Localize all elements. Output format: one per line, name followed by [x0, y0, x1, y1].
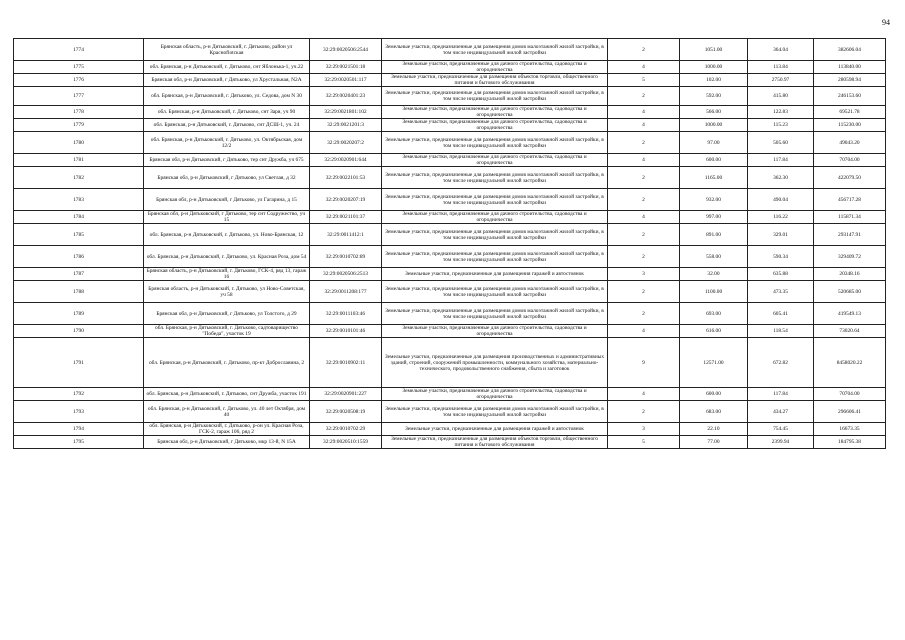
- address-cell: Брянская обл, р-н Дятьковский, г Дятьково, тер снт Дружба, уч 675: [144, 154, 310, 167]
- cadastral-number-cell: 32:29:0020401:23: [310, 87, 382, 106]
- cadastral-value-cell: 70704.00: [814, 388, 886, 401]
- table-row: [14, 436, 886, 449]
- area-cell: 77.00: [680, 436, 748, 449]
- row-number: 1784: [14, 211, 144, 224]
- cadastral-value-cell: 8458020.22: [814, 338, 886, 388]
- table-row: [14, 401, 886, 423]
- table-row: [14, 61, 886, 74]
- land-use-cell: Земельные участки, предназначенные для размещения домов малоэтажной жилой застройки, в том числе индивидуальной жилой застройки: [382, 87, 608, 106]
- table-row: [14, 119, 886, 132]
- group-number-cell: 4: [608, 211, 680, 224]
- cadastral-value-cell: 115871.34: [814, 211, 886, 224]
- specific-value-cell: 490.04: [748, 189, 814, 211]
- group-number-cell: 2: [608, 167, 680, 189]
- land-use-cell: Земельные участки, предназначенные для дачного строительства, садоводства и огородничества: [382, 154, 608, 167]
- table-row: [14, 268, 886, 281]
- area-cell: 102.00: [680, 74, 748, 87]
- cadastral-number-cell: 32:29:0020207:2: [310, 132, 382, 154]
- table-row: [14, 189, 886, 211]
- specific-value-cell: 122.83: [748, 106, 814, 119]
- area-cell: 683.00: [680, 401, 748, 423]
- cadastral-value-cell: 16673.35: [814, 423, 886, 436]
- group-number-cell: 4: [608, 119, 680, 132]
- cadastral-value-cell: 113840.00: [814, 61, 886, 74]
- land-use-cell: Земельные участки, предназначенные для размещения производственных и административных зданий, строений, сооружений промышленности, коммунального хозяйства, материально-технического, продовольственного снабжения, сбыта и заготовок: [382, 338, 608, 388]
- land-use-cell: Земельные участки, предназначенные для дачного строительства, садоводства и огородничества: [382, 119, 608, 132]
- row-number: 1783: [14, 189, 144, 211]
- area-cell: 1000.00: [680, 119, 748, 132]
- land-use-cell: Земельные участки, предназначенные для размещения объектов торговли, общественного питания и бытового обслуживания: [382, 436, 608, 449]
- cadastral-number-cell: 32:29:0020510:1559: [310, 436, 382, 449]
- row-number: 1787: [14, 268, 144, 281]
- cadastral-number-cell: 32:29:0010702:89: [310, 246, 382, 268]
- area-cell: 1100.00: [680, 281, 748, 303]
- table-row: [14, 106, 886, 119]
- cadastral-number-cell: 32:29:0011103:46: [310, 303, 382, 325]
- land-use-cell: Земельные участки, предназначенные для размещения домов малоэтажной жилой застройки, в том числе индивидуальной жилой застройки: [382, 246, 608, 268]
- area-cell: 12571.00: [680, 338, 748, 388]
- land-use-cell: Земельные участки, предназначенные для размещения домов малоэтажной жилой застройки, в том числе индивидуальной жилой застройки: [382, 281, 608, 303]
- cadastral-number-cell: 32:29:0020508:19: [310, 401, 382, 423]
- area-cell: 997.00: [680, 211, 748, 224]
- specific-value-cell: 672.82: [748, 338, 814, 388]
- area-cell: 32.00: [680, 268, 748, 281]
- address-cell: Брянская область, р-н Дятьковский, г. Дятьково, ГСК-4, ряд 13, гараж 16: [144, 268, 310, 281]
- group-number-cell: 2: [608, 39, 680, 61]
- area-cell: 600.00: [680, 154, 748, 167]
- specific-value-cell: 117.84: [748, 154, 814, 167]
- cadastral-value-cell: 20348.16: [814, 268, 886, 281]
- group-number-cell: 4: [608, 388, 680, 401]
- address-cell: Брянская обл, р-н Дятьковский, г Дятьково, ул Светлая, д 32: [144, 167, 310, 189]
- area-cell: 600.00: [680, 388, 748, 401]
- land-use-cell: Земельные участки, предназначенные для размещения домов малоэтажной жилой застройки, в том числе индивидуальной жилой застройки: [382, 189, 608, 211]
- table-row: [14, 154, 886, 167]
- row-number: 1775: [14, 61, 144, 74]
- cadastral-number-cell: 32:29:0022101:53: [310, 167, 382, 189]
- cadastral-number-cell: 32:29:0010902:11: [310, 338, 382, 388]
- land-use-cell: Земельные участки, предназначенные для размещения гаражей и автостоянок: [382, 268, 608, 281]
- group-number-cell: 2: [608, 281, 680, 303]
- specific-value-cell: 116.22: [748, 211, 814, 224]
- specific-value-cell: 635.88: [748, 268, 814, 281]
- address-cell: обл. Брянская, р-н Дятьковский, г. Дятьково, садтоварищество "Победа", участок 19: [144, 325, 310, 338]
- area-cell: 22.10: [680, 423, 748, 436]
- cadastral-value-cell: 73020.64: [814, 325, 886, 338]
- group-number-cell: 5: [608, 74, 680, 87]
- area-cell: 932.00: [680, 189, 748, 211]
- specific-value-cell: 2750.97: [748, 74, 814, 87]
- cadastral-value-cell: 70704.00: [814, 154, 886, 167]
- cadastral-value-cell: 520685.00: [814, 281, 886, 303]
- address-cell: Брянская обл, р-н Дятьковский, г Дятьково, тер снт Содружество, уч 15: [144, 211, 310, 224]
- cadastral-number-cell: 32:29:0020506:2544: [310, 39, 382, 61]
- cadastral-value-cell: 69521.78: [814, 106, 886, 119]
- address-cell: обл. Брянская, р-н Дятьковский, г. Дятьково, снт ДСШ-1, уч. 24: [144, 119, 310, 132]
- area-cell: 616.00: [680, 325, 748, 338]
- cadastral-number-cell: 32:29:0020506:2513: [310, 268, 382, 281]
- cadastral-number-cell: 32:29:0020901:227: [310, 388, 382, 401]
- group-number-cell: 5: [608, 436, 680, 449]
- land-use-cell: Земельные участки, предназначенные для размещения домов малоэтажной жилой застройки, в том числе индивидуальной жилой застройки: [382, 39, 608, 61]
- cadastral-value-cell: 419549.13: [814, 303, 886, 325]
- land-use-cell: Земельные участки, предназначенные для дачного строительства, садоводства и огородничества: [382, 211, 608, 224]
- row-number: 1792: [14, 388, 144, 401]
- land-use-cell: Земельные участки, предназначенные для размещения домов малоэтажной жилой застройки, в том числе индивидуальной жилой застройки: [382, 167, 608, 189]
- land-use-cell: Земельные участки, предназначенные для дачного строительства, садоводства и огородничества: [382, 106, 608, 119]
- cadastral-value-cell: 422079.50: [814, 167, 886, 189]
- address-cell: обл. Брянская, р-н Дятьковский, г. Дятьково, ул. Ново-Брянская, 12: [144, 224, 310, 246]
- table-row: [14, 224, 886, 246]
- area-cell: 693.00: [680, 303, 748, 325]
- cadastral-number-cell: 32:29:0021801:102: [310, 106, 382, 119]
- group-number-cell: 2: [608, 401, 680, 423]
- row-number: 1789: [14, 303, 144, 325]
- row-number: 1788: [14, 281, 144, 303]
- row-number: 1794: [14, 423, 144, 436]
- table-body: [14, 39, 886, 449]
- group-number-cell: 2: [608, 246, 680, 268]
- group-number-cell: 4: [608, 154, 680, 167]
- area-cell: 1051.00: [680, 39, 748, 61]
- address-cell: Брянская обл, р-н Дятьковский, г Дятьково, ул Толстого, д 29: [144, 303, 310, 325]
- specific-value-cell: 117.84: [748, 388, 814, 401]
- cadastral-value-cell: 280598.94: [814, 74, 886, 87]
- address-cell: обл. Брянская, р-н Дятьковский, г. Дятьково, ул. Седова, дом N 30: [144, 87, 310, 106]
- area-cell: 566.00: [680, 106, 748, 119]
- table-row: [14, 423, 886, 436]
- cadastral-value-cell: 49043.20: [814, 132, 886, 154]
- cadastral-value-cell: 382606.04: [814, 39, 886, 61]
- row-number: 1778: [14, 106, 144, 119]
- table-row: [14, 246, 886, 268]
- land-use-cell: Земельные участки, предназначенные для размещения домов малоэтажной жилой застройки, в том числе индивидуальной жилой застройки: [382, 303, 608, 325]
- row-number: 1781: [14, 154, 144, 167]
- group-number-cell: 4: [608, 325, 680, 338]
- group-number-cell: 4: [608, 61, 680, 74]
- table-row: [14, 388, 886, 401]
- group-number-cell: 9: [608, 338, 680, 388]
- specific-value-cell: 415.80: [748, 87, 814, 106]
- cadastral-value-cell: 456717.28: [814, 189, 886, 211]
- address-cell: обл. Брянская, р-н Дятьковский, г. Дятьково, р-он ул. Красная Роза, ГСК-2, гараж 106, ряд 2: [144, 423, 310, 436]
- specific-value-cell: 118.54: [748, 325, 814, 338]
- area-cell: 592.00: [680, 87, 748, 106]
- address-cell: Брянская обл, р-н Дятьковский, г Дятьково, мкр 13-й, N 15А: [144, 436, 310, 449]
- cadastral-number-cell: 32:29:0020901:644: [310, 154, 382, 167]
- group-number-cell: 2: [608, 303, 680, 325]
- cadastral-number-cell: 32:29:0021201:3: [310, 119, 382, 132]
- cadastral-number-cell: 32:29:0011208:177: [310, 281, 382, 303]
- row-number: 1782: [14, 167, 144, 189]
- cadastral-value-cell: 184795.38: [814, 436, 886, 449]
- table-row: [14, 281, 886, 303]
- address-cell: обл. Брянская, р-н Дятьковский, г. Дятьково, ул. Октябрьская, дом 12/2: [144, 132, 310, 154]
- table-row: [14, 74, 886, 87]
- specific-value-cell: 113.84: [748, 61, 814, 74]
- cadastral-value-cell: 293147.91: [814, 224, 886, 246]
- table-row: [14, 39, 886, 61]
- row-number: 1793: [14, 401, 144, 423]
- land-use-cell: Земельные участки, предназначенные для размещения домов малоэтажной жилой застройки, в том числе индивидуальной жилой застройки: [382, 132, 608, 154]
- area-cell: 891.00: [680, 224, 748, 246]
- specific-value-cell: 473.35: [748, 281, 814, 303]
- group-number-cell: 2: [608, 189, 680, 211]
- specific-value-cell: 434.27: [748, 401, 814, 423]
- table-row: [14, 338, 886, 388]
- specific-value-cell: 115.23: [748, 119, 814, 132]
- group-number-cell: 3: [608, 268, 680, 281]
- row-number: 1774: [14, 39, 144, 61]
- land-use-cell: Земельные участки, предназначенные для дачного строительства, садоводства и огородничества: [382, 61, 608, 74]
- specific-value-cell: 2399.94: [748, 436, 814, 449]
- cadastral-number-cell: 32:29:0010702:29: [310, 423, 382, 436]
- address-cell: обл. Брянская, р-н Дятьковский, г. Дятьково, пр-кт Доброславина, 2: [144, 338, 310, 388]
- specific-value-cell: 362.30: [748, 167, 814, 189]
- address-cell: обл. Брянская, р-н Дятьковский, г. Дятьково, снт Яблонька-1, уч.22: [144, 61, 310, 74]
- cadastral-number-cell: 32:29:0021101:37: [310, 211, 382, 224]
- address-cell: Брянская обл, р-н Дятьковский, г Дятьково, ул Хрустальная, N2А: [144, 74, 310, 87]
- specific-value-cell: 590.34: [748, 246, 814, 268]
- area-cell: 1165.00: [680, 167, 748, 189]
- group-number-cell: 2: [608, 224, 680, 246]
- row-number: 1786: [14, 246, 144, 268]
- address-cell: обл. Брянская, р-н Дятьковский, г. Дятьково, ул. 40 лет Октября, дом 40: [144, 401, 310, 423]
- cadastral-number-cell: 32:29:0010101:46: [310, 325, 382, 338]
- land-use-cell: Земельные участки, предназначенные для дачного строительства, садоводства и огородничества: [382, 325, 608, 338]
- page-number: 94: [882, 18, 890, 27]
- area-cell: 558.00: [680, 246, 748, 268]
- land-use-cell: Земельные участки, предназначенные для дачного строительства, садоводства и огородничества: [382, 388, 608, 401]
- row-number: 1785: [14, 224, 144, 246]
- cadastral-value-cell: 296606.41: [814, 401, 886, 423]
- group-number-cell: 2: [608, 132, 680, 154]
- address-cell: обл. Брянская, р-н Дятьковский, г. Дятьково, ул. Красная Роза, дом 54: [144, 246, 310, 268]
- specific-value-cell: 605.41: [748, 303, 814, 325]
- row-number: 1779: [14, 119, 144, 132]
- group-number-cell: 3: [608, 423, 680, 436]
- land-use-cell: Земельные участки, предназначенные для размещения домов малоэтажной жилой застройки, в том числе индивидуальной жилой застройки: [382, 224, 608, 246]
- cadastral-value-cell: 115230.00: [814, 119, 886, 132]
- row-number: 1777: [14, 87, 144, 106]
- address-cell: Брянская область, р-н Дятьковский, г. Дятьково, ул Ново-Советская, уч 58: [144, 281, 310, 303]
- table-row: [14, 211, 886, 224]
- address-cell: Брянская обл, р-н Дятьковский, г Дятьково, ул Гагарина, д 15: [144, 189, 310, 211]
- table-row: [14, 132, 886, 154]
- row-number: 1790: [14, 325, 144, 338]
- row-number: 1776: [14, 74, 144, 87]
- cadastral-value-cell: 329409.72: [814, 246, 886, 268]
- address-cell: Брянская область, р-н Дятьковский, г. Дятьково, район ул Красноflоtская: [144, 39, 310, 61]
- group-number-cell: 4: [608, 106, 680, 119]
- cadastral-number-cell: 32:29:0021501:18: [310, 61, 382, 74]
- specific-value-cell: 754.45: [748, 423, 814, 436]
- cadastral-number-cell: 32:29:0020207:19: [310, 189, 382, 211]
- cadastral-value-cell: 246153.60: [814, 87, 886, 106]
- address-cell: обл. Брянская, р-н Дятьковский, г. Дятьково, снт Заря, уч 90: [144, 106, 310, 119]
- land-use-cell: Земельные участки, предназначенные для размещения объектов торговли, общественного питания и бытового обслуживания: [382, 74, 608, 87]
- cadastral-number-cell: 32:29:0011412:1: [310, 224, 382, 246]
- table-row: [14, 303, 886, 325]
- group-number-cell: 2: [608, 87, 680, 106]
- row-number: 1795: [14, 436, 144, 449]
- area-cell: 1000.00: [680, 61, 748, 74]
- specific-value-cell: 329.01: [748, 224, 814, 246]
- area-cell: 97.00: [680, 132, 748, 154]
- table-row: [14, 167, 886, 189]
- cadastral-value-table: [13, 38, 886, 449]
- specific-value-cell: 505.60: [748, 132, 814, 154]
- land-use-cell: Земельные участки, предназначенные для размещения гаражей и автостоянок: [382, 423, 608, 436]
- table-row: [14, 325, 886, 338]
- specific-value-cell: 364.04: [748, 39, 814, 61]
- row-number: 1780: [14, 132, 144, 154]
- land-use-cell: Земельные участки, предназначенные для размещения домов малоэтажной жилой застройки, в том числе индивидуальной жилой застройки: [382, 401, 608, 423]
- row-number: 1791: [14, 338, 144, 388]
- cadastral-number-cell: 32:29:0020501:117: [310, 74, 382, 87]
- address-cell: обл. Брянская, р-н Дятьковский, г. Дятьково, снт Дружба, участок 191: [144, 388, 310, 401]
- table-row: [14, 87, 886, 106]
